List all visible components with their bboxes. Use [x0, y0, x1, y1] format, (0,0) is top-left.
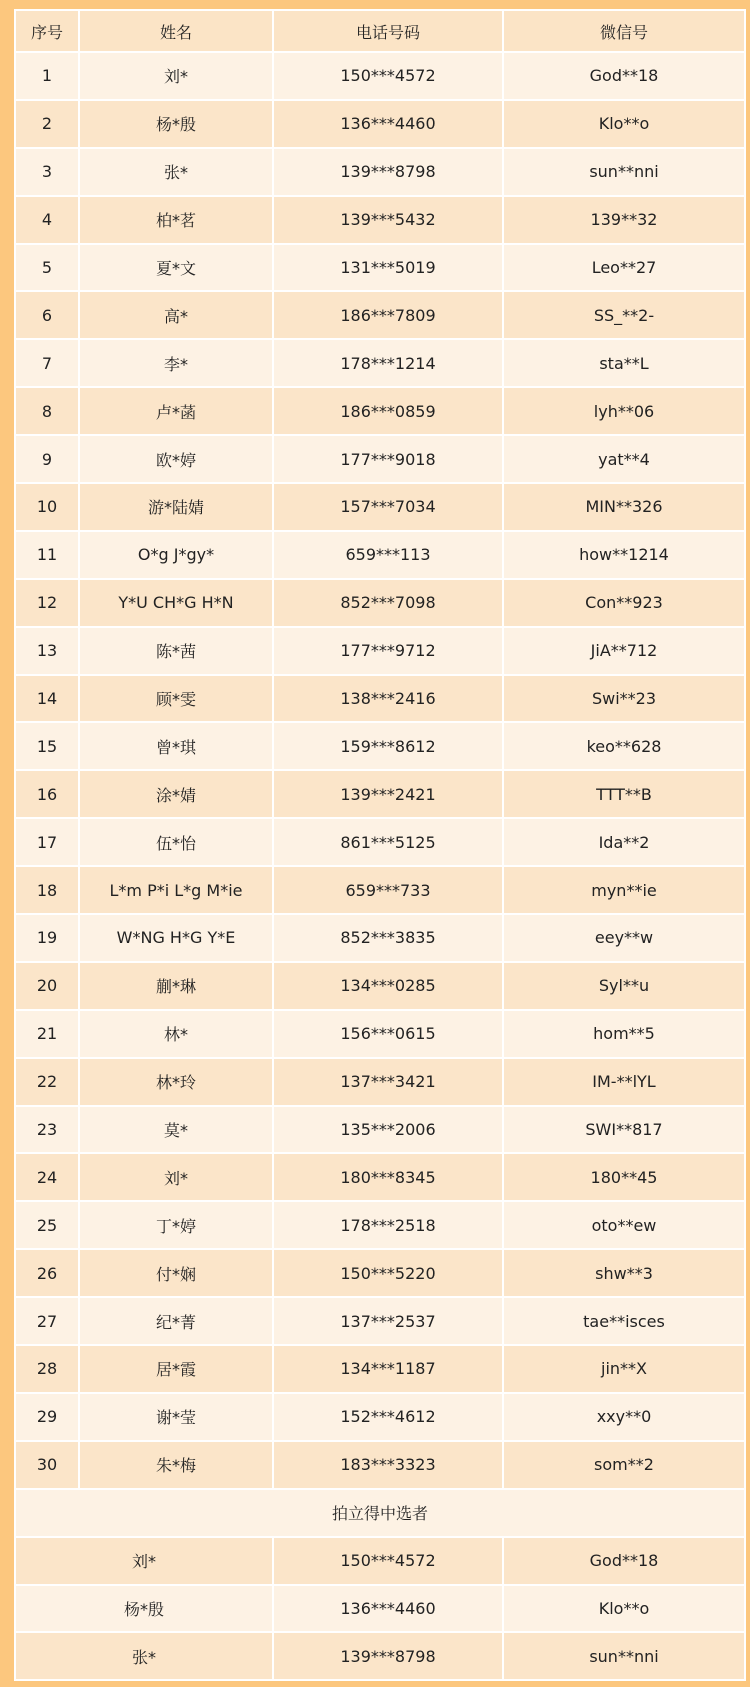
row-phone: 157***7034	[274, 484, 502, 530]
row-phone: 186***0859	[274, 388, 502, 434]
row-wechat: how**1214	[504, 532, 744, 578]
row-number: 10	[16, 484, 78, 530]
row-wechat: TTT**B	[504, 771, 744, 817]
row-wechat: xxy**0	[504, 1394, 744, 1440]
row-name: 丁*婷	[80, 1202, 272, 1248]
row-name: 卢*菡	[80, 388, 272, 434]
table-row	[16, 1442, 744, 1488]
row-wechat: shw**3	[504, 1250, 744, 1296]
row-wechat: hom**5	[504, 1011, 744, 1057]
row-phone: 178***2518	[274, 1202, 502, 1248]
row-phone: 150***5220	[274, 1250, 502, 1296]
winner-phone: 136***4460	[274, 1586, 502, 1632]
row-name: 游*陆婧	[80, 484, 272, 530]
row-wechat: oto**ew	[504, 1202, 744, 1248]
table-row	[16, 340, 744, 386]
row-phone: 180***8345	[274, 1154, 502, 1200]
row-number: 22	[16, 1059, 78, 1105]
table-row	[16, 532, 744, 578]
row-name: 伍*怡	[80, 819, 272, 865]
winner-name: 杨*殷	[16, 1586, 272, 1632]
row-wechat: tae**isces	[504, 1298, 744, 1344]
table-row	[16, 1298, 744, 1344]
header-wechat: 微信号	[504, 11, 744, 51]
table-row	[16, 388, 744, 434]
row-wechat: sta**L	[504, 340, 744, 386]
row-wechat: Leo**27	[504, 245, 744, 291]
winner-wechat: God**18	[504, 1538, 744, 1584]
table-row	[16, 580, 744, 626]
row-number: 17	[16, 819, 78, 865]
table-row	[16, 1250, 744, 1296]
row-name: L*m P*i L*g M*ie	[80, 867, 272, 913]
row-name: 顾*雯	[80, 676, 272, 722]
row-name: 蒯*琳	[80, 963, 272, 1009]
row-phone: 137***3421	[274, 1059, 502, 1105]
row-name: 林*	[80, 1011, 272, 1057]
row-name: Y*U CH*G H*N	[80, 580, 272, 626]
table-row	[16, 197, 744, 243]
table-row	[16, 436, 744, 482]
row-number: 9	[16, 436, 78, 482]
winner-phone: 139***8798	[274, 1633, 502, 1679]
winners-section-row	[16, 1490, 744, 1536]
table-row	[16, 101, 744, 147]
table-row	[16, 723, 744, 769]
table-row	[16, 149, 744, 195]
row-number: 5	[16, 245, 78, 291]
row-phone: 861***5125	[274, 819, 502, 865]
row-wechat: Ida**2	[504, 819, 744, 865]
row-number: 14	[16, 676, 78, 722]
row-name: 曾*琪	[80, 723, 272, 769]
table-row	[16, 676, 744, 722]
table-header-row	[16, 11, 744, 51]
winner-row	[16, 1586, 744, 1632]
row-phone: 138***2416	[274, 676, 502, 722]
table-row	[16, 1346, 744, 1392]
row-name: 高*	[80, 292, 272, 338]
row-phone: 136***4460	[274, 101, 502, 147]
row-number: 8	[16, 388, 78, 434]
table-row	[16, 1394, 744, 1440]
header-name: 姓名	[80, 11, 272, 51]
table-row	[16, 915, 744, 961]
row-number: 24	[16, 1154, 78, 1200]
row-number: 29	[16, 1394, 78, 1440]
row-number: 1	[16, 53, 78, 99]
table-row	[16, 53, 744, 99]
winner-wechat: Klo**o	[504, 1586, 744, 1632]
row-number: 21	[16, 1011, 78, 1057]
participant-list	[14, 9, 736, 1681]
row-wechat: MIN**326	[504, 484, 744, 530]
table-row	[16, 1202, 744, 1248]
row-phone: 139***8798	[274, 149, 502, 195]
winner-name: 刘*	[16, 1538, 272, 1584]
row-wechat: JiA**712	[504, 628, 744, 674]
row-number: 23	[16, 1107, 78, 1153]
row-name: 夏*文	[80, 245, 272, 291]
row-phone: 178***1214	[274, 340, 502, 386]
row-number: 13	[16, 628, 78, 674]
row-name: 居*霞	[80, 1346, 272, 1392]
winner-wechat: sun**nni	[504, 1633, 744, 1679]
row-name: 杨*殷	[80, 101, 272, 147]
row-phone: 135***2006	[274, 1107, 502, 1153]
row-phone: 852***7098	[274, 580, 502, 626]
row-wechat: Klo**o	[504, 101, 744, 147]
winner-row	[16, 1633, 744, 1679]
row-wechat: Swi**23	[504, 676, 744, 722]
row-number: 12	[16, 580, 78, 626]
row-phone: 177***9018	[274, 436, 502, 482]
row-name: 刘*	[80, 53, 272, 99]
row-wechat: Con**923	[504, 580, 744, 626]
row-phone: 186***7809	[274, 292, 502, 338]
row-phone: 159***8612	[274, 723, 502, 769]
row-wechat: God**18	[504, 53, 744, 99]
row-phone: 134***0285	[274, 963, 502, 1009]
table-row	[16, 1011, 744, 1057]
table-body	[16, 53, 744, 1679]
row-number: 30	[16, 1442, 78, 1488]
row-wechat: keo**628	[504, 723, 744, 769]
row-wechat: lyh**06	[504, 388, 744, 434]
row-number: 4	[16, 197, 78, 243]
row-wechat: 139**32	[504, 197, 744, 243]
row-number: 7	[16, 340, 78, 386]
winner-name: 张*	[16, 1633, 272, 1679]
row-phone: 852***3835	[274, 915, 502, 961]
row-phone: 139***2421	[274, 771, 502, 817]
row-name: 莫*	[80, 1107, 272, 1153]
header-phone: 电话号码	[274, 11, 502, 51]
row-name: 张*	[80, 149, 272, 195]
row-phone: 183***3323	[274, 1442, 502, 1488]
table-row	[16, 1107, 744, 1153]
row-number: 20	[16, 963, 78, 1009]
row-wechat: Syl**u	[504, 963, 744, 1009]
row-number: 11	[16, 532, 78, 578]
row-number: 3	[16, 149, 78, 195]
row-name: 谢*莹	[80, 1394, 272, 1440]
row-wechat: yat**4	[504, 436, 744, 482]
row-wechat: som**2	[504, 1442, 744, 1488]
row-phone: 152***4612	[274, 1394, 502, 1440]
winner-row	[16, 1538, 744, 1584]
row-name: O*g J*gy*	[80, 532, 272, 578]
row-name: 纪*菁	[80, 1298, 272, 1344]
table-row	[16, 771, 744, 817]
row-phone: 139***5432	[274, 197, 502, 243]
row-name: W*NG H*G Y*E	[80, 915, 272, 961]
row-wechat: myn**ie	[504, 867, 744, 913]
table-row	[16, 867, 744, 913]
row-number: 26	[16, 1250, 78, 1296]
row-name: 朱*梅	[80, 1442, 272, 1488]
row-name: 林*玲	[80, 1059, 272, 1105]
row-phone: 659***733	[274, 867, 502, 913]
row-phone: 177***9712	[274, 628, 502, 674]
row-phone: 150***4572	[274, 53, 502, 99]
row-wechat: IM-**lYL	[504, 1059, 744, 1105]
row-name: 刘*	[80, 1154, 272, 1200]
row-number: 15	[16, 723, 78, 769]
row-phone: 156***0615	[274, 1011, 502, 1057]
winner-phone: 150***4572	[274, 1538, 502, 1584]
row-number: 2	[16, 101, 78, 147]
row-phone: 137***2537	[274, 1298, 502, 1344]
table-row	[16, 484, 744, 530]
row-name: 陈*茜	[80, 628, 272, 674]
row-wechat: 180**45	[504, 1154, 744, 1200]
row-wechat: SWI**817	[504, 1107, 744, 1153]
row-number: 18	[16, 867, 78, 913]
row-name: 付*娴	[80, 1250, 272, 1296]
row-number: 16	[16, 771, 78, 817]
row-phone: 659***113	[274, 532, 502, 578]
row-phone: 134***1187	[274, 1346, 502, 1392]
table-row	[16, 628, 744, 674]
row-number: 6	[16, 292, 78, 338]
table-row	[16, 963, 744, 1009]
row-phone: 131***5019	[274, 245, 502, 291]
table-row	[16, 1059, 744, 1105]
row-wechat: sun**nni	[504, 149, 744, 195]
table-row	[16, 245, 744, 291]
row-wechat: SS_**2-	[504, 292, 744, 338]
header-number: 序号	[16, 11, 78, 51]
table-row	[16, 292, 744, 338]
row-number: 25	[16, 1202, 78, 1248]
row-wechat: jin**X	[504, 1346, 744, 1392]
row-number: 19	[16, 915, 78, 961]
row-name: 涂*婧	[80, 771, 272, 817]
row-number: 28	[16, 1346, 78, 1392]
table-row	[16, 819, 744, 865]
table-row	[16, 1154, 744, 1200]
row-name: 李*	[80, 340, 272, 386]
row-number: 27	[16, 1298, 78, 1344]
row-name: 欧*婷	[80, 436, 272, 482]
row-name: 柏*茗	[80, 197, 272, 243]
row-wechat: eey**w	[504, 915, 744, 961]
participants-table	[14, 9, 746, 1681]
winners-section-title: 拍立得中选者	[16, 1490, 744, 1536]
